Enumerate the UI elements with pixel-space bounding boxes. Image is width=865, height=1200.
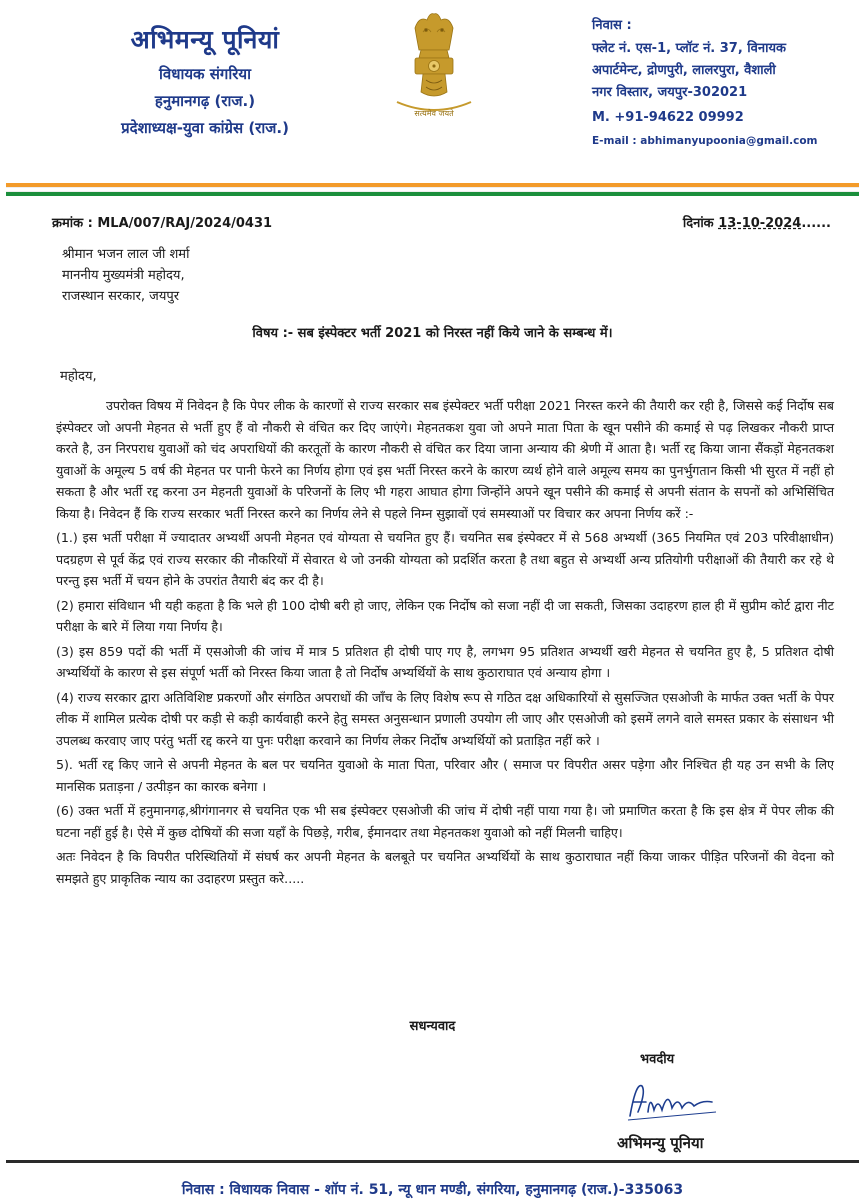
body-paragraph: (2) हमारा संविधान भी यही कहता है कि भले ही 100 दोषी बरी हो जाए, लेकिन एक निर्दोष को सजा नहीं दी जा सकती, जिसका उदाहरण हाल ही में सुप्रीम कोर्ट द्वारा नीट परीक्षा के बारे में लिया गया निर्णय है। [56, 597, 834, 634]
body-paragraph: (1.) इस भर्ती परीक्षा में ज्यादातर अभ्यर्थी अपनी मेहनत एवं योग्यता से चयनित हुए हैं। चयनित सब इंस्पेक्टर में से 568 अभ्यर्थी (365 नियमित एवं 203 परिवीक्षाधीन) पदग्रहण से पूर्व केंद्र एवं राज्य सरकार की नौकरियों में सेवारत थे जो उनकी योग्यता को प्रदर्शित करता है तथा बहुत से अभ्यर्थी अन्य प्रतियोगी परीक्षाओं की तैयारी कर रहे थे परन्तु इस भर्ती में चयन होने के उपरांत तैयारी बंद कर दी है। [56, 530, 834, 588]
mla-party-post: प्रदेशाध्यक्ष-युवा कांग्रेस (राज.) [121, 119, 289, 137]
emblem-motto: सत्यमेव जयते [414, 109, 454, 118]
address-line: नगर विस्तार, जयपुर-302021 [592, 85, 748, 100]
reference-value: MLA/007/RAJ/2024/0431 [97, 216, 273, 231]
letterhead-left [55, 22, 355, 145]
signer-name: अभिमन्यु पूनिया [617, 1134, 704, 1152]
body-paragraph: (6) उक्त भर्ती में हनुमानगढ़,श्रीगंगानगर से चयनित एक भी सब इंस्पेक्टर एसओजी की जांच में दोषी नहीं पाया गया है। जो प्रमाणित करता है कि इस क्षेत्र में पेपर लीक की घटना नहीं हुई है। ऐसे में कुछ दोषियों की सजा यहाँ के पिछड़े, गरीब, ईमानदार तथा मेहनतकश युवाओ को नहीं मिलनी चाहिए। [56, 803, 834, 840]
mla-constituency: हनुमानगढ़ (राज.) [154, 92, 256, 110]
residence-label: निवास : [592, 18, 632, 33]
closing-line: भवदीय [640, 1052, 675, 1067]
state-emblem-icon [393, 10, 475, 125]
reference-label: क्रमांक : [52, 216, 93, 231]
body-paragraph: (4) राज्य सरकार द्वारा अतिविशिष्ट प्रकरणों और संगठित अपराधों की जाँच के लिए विशेष रूप से गठित दक्ष अधिकारियों से सुसज्जित एसओजी के मार्फत उक्त भर्ती के पेपर लीक में शामिल प्रत्येक दोषी पर कड़ी से कड़ी कार्यवाही करने हेतु समस्त अनुसन्धान प्रणाली उपयोग ली जाए और एसओजी को इसमें लगने वाले समस्त प्रकार के संसाधन भी उपलब्ध करवाए जाए परंतु भर्ती रद्द करने या पुनः परीक्षा करवाने का निर्णय लेकर निर्दोष अभ्यर्थियों को प्रताड़ित नहीं करे । [56, 689, 834, 748]
thanks-line: सधन्यवाद [409, 1019, 456, 1034]
address-line: अपार्टमेन्ट, द्रोणपुरी, लालरपुरा, वैशाली [592, 63, 776, 78]
tricolor-divider [6, 183, 859, 196]
body-paragraph: (3) इस 859 पदों की भर्ती में एसओजी की जांच में मात्र 5 प्रतिशत ही दोषी पाए गए है, लगभग 95 प्रतिशत अभ्यर्थी खरी मेहनत से चयनित हुए है, 5 प्रतिशत दोषी अभ्यर्थियों के कारण से इस संपूर्ण भर्ती को निरस्त किया जाता है तो निर्दोष अभ्यर्थियों के साथ कुठाराघात एवं अन्याय होगा । [56, 643, 834, 680]
footer-divider [6, 1160, 859, 1163]
green-band [6, 192, 859, 196]
recipient-line: राजस्थान सरकार, जयपुर [62, 289, 180, 304]
subject-line: विषय :- सब इंस्पेक्टर भर्ती 2021 को निरस्त नहीं किये जाने के सम्बन्ध में। [252, 326, 613, 341]
mla-name: अभिमन्यू पूनियां [130, 25, 280, 54]
body-paragraph: 5). भर्ती रद्द किए जाने से अपनी मेहनत के बल पर चयनित युवाओ के माता पिता, परिवार और ( समाज पर विपरीत असर पड़ेगा और निश्चित ही यह उन सभी के लिए मानसिक प्रताड़ना / उत्पीड़न का कारक बनेगा । [56, 757, 834, 794]
recipient-block [62, 244, 189, 307]
letterhead [0, 0, 865, 180]
mobile-number: M. +91-94622 09992 [592, 110, 744, 125]
body-paragraph: उपरोक्त विषय में निवेदन है कि पेपर लीक के कारणों से राज्य सरकार सब इंस्पेक्टर भर्ती परीक्षा 2021 निरस्त करने की तैयारी कर रही है, जिससे कई निर्दोष सब इंस्पेक्टर जो अपनी मेहनत से भर्ती हुए हैं वो नौकरी से वंचित कर दिए जाएंगे। मेहनतकश युवा जो अपने माता पिता के खून पसीने की कमाई से पढ़ लिखकर नौकरी प्राप्त करते है, उन निरपराध युवाओं को चंद अपराधियों की करतूतों के कारण नौकरी से वंचित कर दिया जाना अन्याय की श्रेणी में आता है। भर्ती रद्द किया जाना सैंकड़ों मेहनतकश युवाओं के अमूल्य 5 वर्ष की मेहनत पर पानी फेरने का निर्णय होगा एवं इस भर्ती निरस्त करने के कारण व्यर्थ होने वाले अमूल्य समय का पुनर्भुगतान किसी भी सुरत में नहीं हो सकता है और भर्ती रद्द करना उन मेहनती युवाओं के परिजनों के लिए भी गहरा आघात होगा जिन्होंने अपने खून पसीने की कमाई से अपनी संतान के सपनों को अभिसिंचित किया है। निवेदन हैं कि राज्य सरकार भर्ती निरस्त करने का निर्णय लेने से पहले निम्न सुझावों एवं समस्याओं पर विचार कर अपना निर्णय करें :- [56, 398, 834, 521]
footer-address: निवास : विधायक निवास - शॉप नं. 51, न्यू धान मण्डी, संगरिया, हनुमानगढ़ (राज.)-335063 [181, 1182, 684, 1198]
date-suffix: ...... [801, 216, 831, 231]
email-address: E-mail : abhimanyupoonia@gmail.com [592, 135, 818, 147]
body-paragraph: अतः निवेदन है कि विपरीत परिस्थितियों में संघर्ष कर अपनी मेहनत के बलबूते पर चयनित अभ्यर्थियों के साथ कुठाराघात नहीं किया जाकर पीड़ित परिजनों की वेदना को समझते हुए प्राकृतिक न्याय का उदाहरण प्रस्तुत करे..... [56, 849, 834, 886]
reference-number [52, 213, 272, 231]
address-line: फ्लेट नं. एस-1, प्लॉट नं. 37, विनायक [592, 41, 787, 56]
date-label: दिनांक [682, 216, 714, 231]
recipient-line: श्रीमान भजन लाल जी शर्मा [62, 247, 190, 262]
recipient-line: माननीय मुख्यमंत्री महोदय, [62, 268, 185, 283]
letter-date [683, 213, 831, 231]
date-value: 13-10-2024 [718, 216, 802, 231]
residence-address [592, 38, 852, 104]
letter-body [56, 395, 834, 892]
signature-image [622, 1072, 722, 1127]
letterhead-right [592, 15, 852, 147]
mla-designation: विधायक संगरिया [159, 65, 251, 83]
salutation: महोदय, [60, 369, 97, 384]
